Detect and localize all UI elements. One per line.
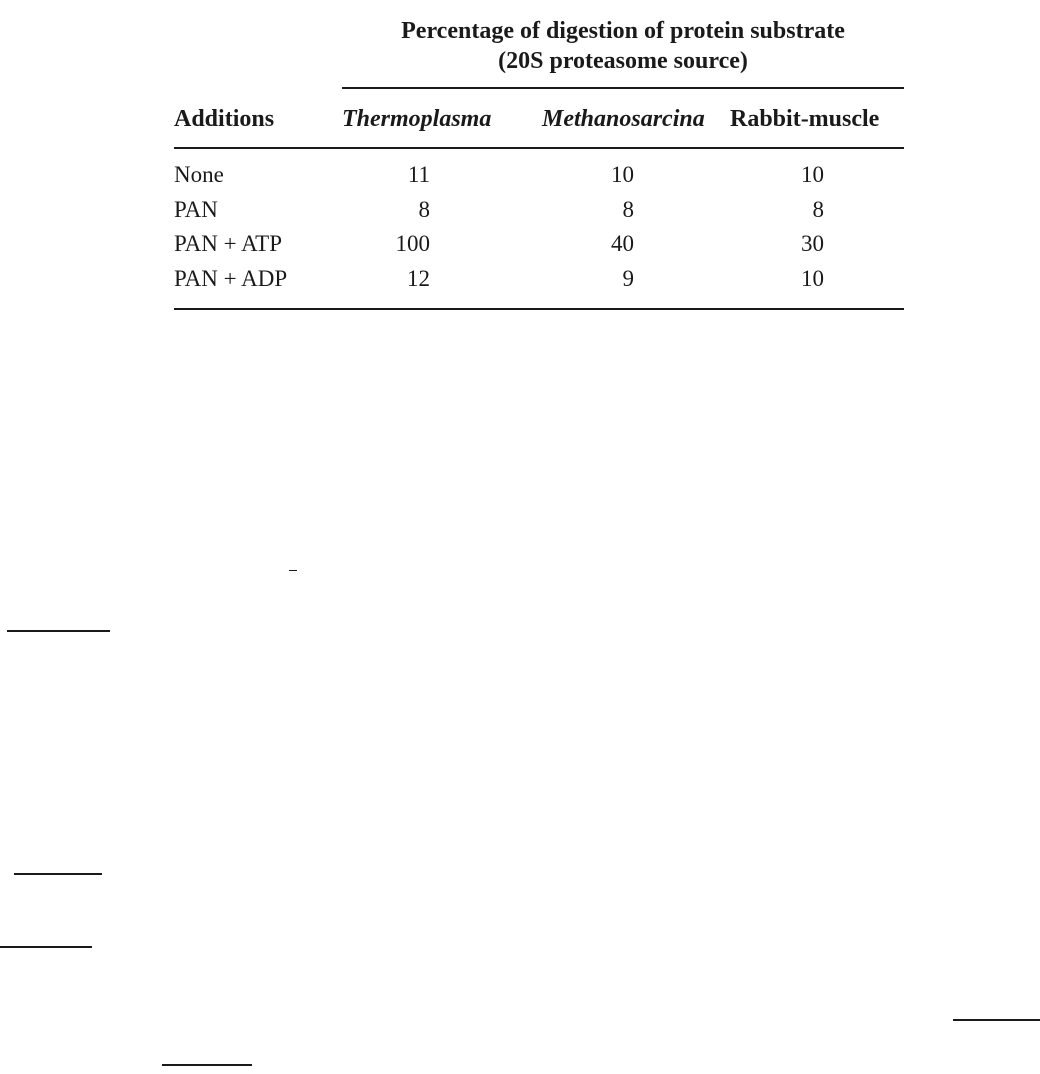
table-row <box>174 229 904 259</box>
column-header-methanosarcina: Methanosarcina <box>542 106 705 132</box>
row-label: PAN + ATP <box>174 231 283 256</box>
stray-mark <box>289 570 297 571</box>
group-header <box>342 16 904 76</box>
row-label: PAN + ADP <box>174 266 288 291</box>
table-row <box>174 264 904 294</box>
cell-rabbit-muscle: 30 <box>801 231 824 256</box>
underline-mark <box>0 946 92 948</box>
header-rule <box>174 147 904 149</box>
cell-methanosarcina: 40 <box>611 231 634 256</box>
column-header-thermoplasma: Thermoplasma <box>342 106 492 132</box>
column-header-additions: Additions <box>174 106 275 132</box>
column-header-rabbit-muscle: Rabbit-muscle <box>730 106 880 132</box>
cell-rabbit-muscle: 10 <box>801 162 824 187</box>
cell-rabbit-muscle: 10 <box>801 266 824 291</box>
table-row <box>174 195 904 225</box>
cell-thermoplasma: 12 <box>407 266 430 291</box>
cell-methanosarcina: 9 <box>622 266 634 291</box>
group-header-line1: Percentage of digestion of protein substrate <box>401 18 845 44</box>
underline-mark <box>162 1064 252 1066</box>
cell-thermoplasma: 8 <box>418 197 430 222</box>
cell-methanosarcina: 10 <box>611 162 634 187</box>
underline-mark <box>953 1019 1040 1021</box>
table-bottom-rule <box>174 308 904 310</box>
cell-methanosarcina: 8 <box>622 197 634 222</box>
underline-mark <box>14 873 102 875</box>
underline-mark <box>7 630 110 632</box>
table-row <box>174 160 904 190</box>
cell-rabbit-muscle: 8 <box>812 197 824 222</box>
group-header-line2: (20S proteasome source) <box>498 48 748 74</box>
cell-thermoplasma: 100 <box>395 231 430 256</box>
row-label: None <box>174 162 224 187</box>
row-label: PAN <box>174 197 218 222</box>
cell-thermoplasma: 11 <box>407 162 430 187</box>
group-header-rule <box>342 87 904 89</box>
